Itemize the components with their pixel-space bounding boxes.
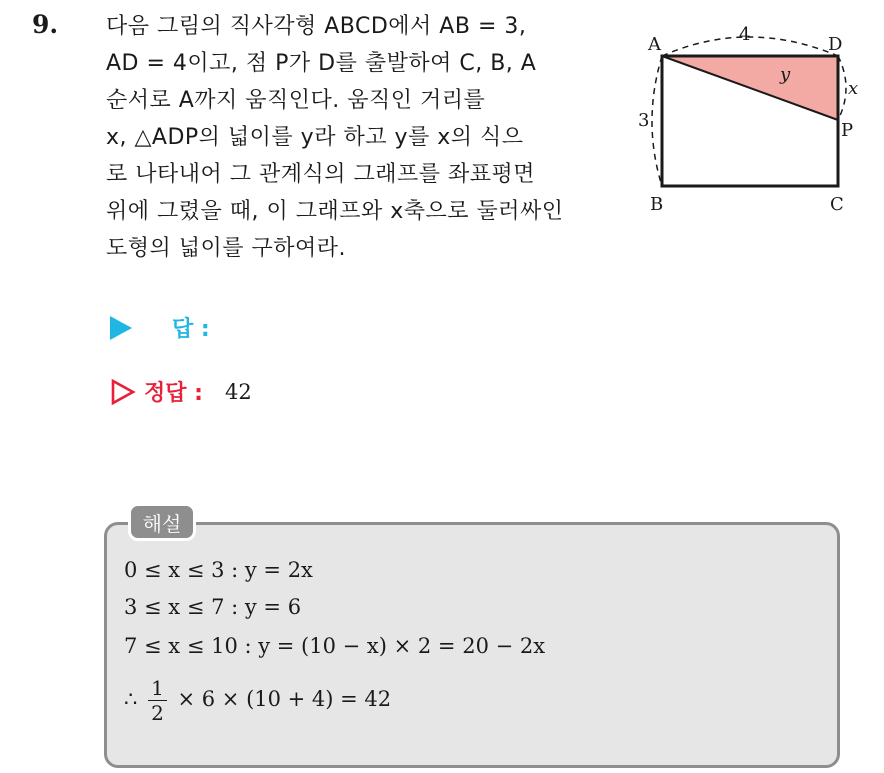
- vertex-c-label: C: [830, 194, 844, 215]
- answer-row: [110, 312, 210, 343]
- problem-line-5: 로 나타내어 그 관계식의 그래프를 좌표평면: [106, 162, 536, 187]
- correct-answer-value: 42: [224, 379, 252, 404]
- problem-text: [106, 8, 626, 267]
- vertex-a-label: A: [648, 34, 661, 55]
- play-triangle-icon: [110, 316, 132, 340]
- solution-line-2: 3 ≤ x ≤ 7 : y = 6: [124, 595, 302, 619]
- solution-line-1: 0 ≤ x ≤ 3 : y = 2x: [124, 558, 313, 582]
- problem-line-1-text: 다음 그림의 직사각형 ABCD에서 AB = 3,: [106, 14, 527, 39]
- vertex-d-label: D: [828, 34, 843, 55]
- outline-triangle-icon: [110, 378, 136, 406]
- vertex-b-label: B: [650, 194, 664, 215]
- problem-line-2: AD = 4이고, 점 P가 D를 출발하여 C, B, A: [106, 51, 537, 76]
- point-p-label: P: [841, 120, 854, 141]
- question-number: 9.: [32, 10, 59, 39]
- problem-line-3: 순서로 A까지 움직인다. 움직인 거리를: [106, 88, 486, 113]
- problem-line-7: 도형의 넓이를 구하여라.: [106, 236, 347, 261]
- solution-line-4: [124, 676, 391, 725]
- therefore-symbol: ∴: [124, 687, 138, 711]
- fraction-one-half: [148, 676, 167, 725]
- fraction-numerator: 1: [148, 676, 167, 701]
- problem-line-4: x, △ADP의 넓이를 y라 하고 y를 x의 식으: [106, 125, 524, 150]
- segment-dp-label: x: [848, 78, 859, 99]
- correct-answer-label: 정답 :: [144, 381, 203, 406]
- problem-line-1: [106, 8, 626, 45]
- problem-line-6: 위에 그렸을 때, 이 그래프와 x축으로 둘러싸인: [106, 199, 564, 224]
- rectangle-figure: [628, 18, 878, 228]
- area-y-label: y: [780, 64, 791, 85]
- side-ad-label: 4: [739, 24, 751, 45]
- solution-line-3: 7 ≤ x ≤ 10 : y = (10 − x) × 2 = 20 − 2x: [124, 634, 546, 658]
- solution-tab: 해설: [128, 503, 196, 541]
- rectangle-diagram: [628, 18, 878, 228]
- correct-answer-row: [110, 376, 252, 407]
- answer-label: 답 :: [172, 317, 210, 342]
- area-expression: × 6 × (10 + 4) = 42: [177, 687, 392, 711]
- side-ab-label: 3: [638, 110, 650, 131]
- fraction-denominator: 2: [151, 701, 164, 725]
